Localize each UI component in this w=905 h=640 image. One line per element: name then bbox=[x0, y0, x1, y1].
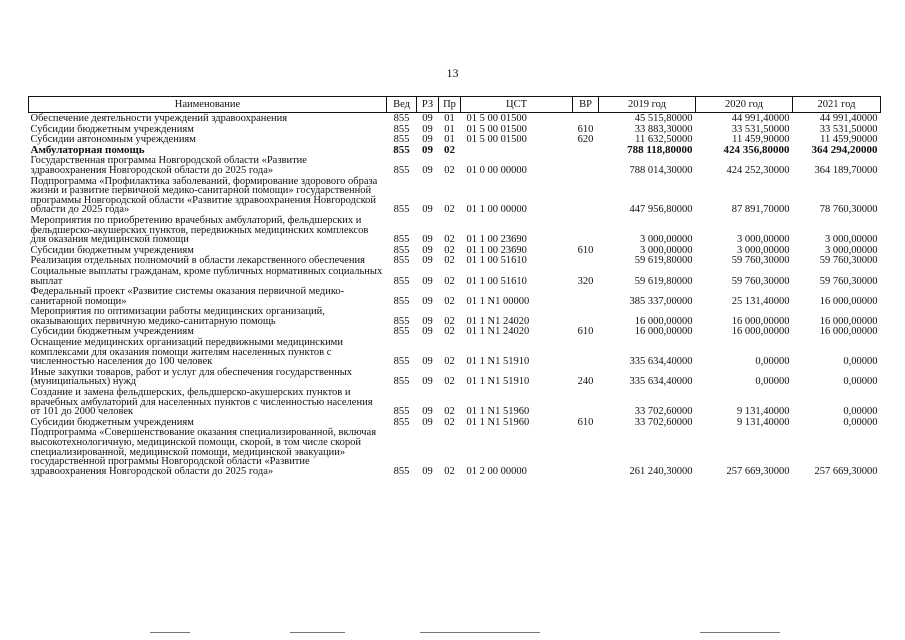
row-ved: 855 bbox=[393, 275, 410, 287]
row-name: Субсидии автономным учреждениям bbox=[30, 134, 196, 146]
row-2020: 257 669,30000 bbox=[726, 465, 790, 477]
row-2021: 257 669,30000 bbox=[814, 465, 878, 477]
row-rz: 09 bbox=[422, 326, 433, 338]
row-2021: 3 000,00000 bbox=[825, 244, 878, 256]
row-ved: 855 bbox=[393, 416, 410, 428]
header-2020: 2020 год bbox=[696, 97, 793, 113]
row-2021: 44 991,40000 bbox=[819, 113, 878, 124]
row-pr: 02 bbox=[444, 255, 455, 267]
row-ved: 855 bbox=[393, 244, 410, 256]
row-2020: 11 459,90000 bbox=[732, 134, 790, 146]
row-2019: 447 956,80000 bbox=[629, 204, 693, 216]
row-cst: 01 2 00 00000 bbox=[466, 465, 527, 477]
header-2021: 2021 год bbox=[793, 97, 881, 113]
row-ved: 855 bbox=[393, 326, 410, 338]
row-pr: 02 bbox=[444, 234, 455, 246]
row-pr: 01 bbox=[444, 134, 455, 146]
row-2021: 364 189,70000 bbox=[814, 164, 878, 176]
row-rz: 09 bbox=[422, 275, 433, 287]
row-pr: 02 bbox=[444, 275, 455, 287]
row-pr: 02 bbox=[444, 244, 455, 256]
row-vr bbox=[573, 113, 599, 124]
row-rz: 09 bbox=[422, 255, 433, 267]
table-row bbox=[29, 176, 881, 215]
row-2020: 3 000,00000 bbox=[737, 234, 790, 246]
row-vr: 610 bbox=[577, 326, 594, 338]
header-rz: РЗ bbox=[417, 97, 439, 113]
row-name: Государственная программа Новгородской области «Развитие здравоохранения Новгородской области до 2025 года» bbox=[30, 155, 307, 176]
row-pr: 02 bbox=[444, 416, 455, 428]
row-2021: 0,00000 bbox=[843, 416, 878, 428]
row-2021: 0,00000 bbox=[843, 356, 878, 368]
row-pr: 02 bbox=[444, 356, 455, 368]
row-cst: 01 0 00 00000 bbox=[466, 164, 527, 176]
table-row bbox=[29, 145, 881, 156]
row-ved: 855 bbox=[393, 356, 410, 368]
row-2020: 59 760,30000 bbox=[731, 255, 790, 267]
row-name: Амбулаторная помощь bbox=[30, 143, 145, 156]
table-header-row bbox=[29, 97, 881, 113]
row-2020: 424 252,30000 bbox=[726, 164, 790, 176]
row-2019: 45 515,80000 bbox=[634, 113, 693, 124]
row-rz: 09 bbox=[422, 134, 433, 146]
header-vr: ВР bbox=[573, 97, 599, 113]
header-name: Наименование bbox=[29, 97, 387, 113]
table-row bbox=[29, 155, 881, 175]
row-cst: 01 1 00 51610 bbox=[466, 255, 527, 267]
next-page-fragment bbox=[0, 630, 905, 640]
row-2021: 33 531,50000 bbox=[819, 123, 878, 135]
row-name: Субсидии бюджетным учреждениям bbox=[30, 326, 194, 338]
row-name: Социальные выплаты гражданам, кроме публичных нормативных социальных выплат bbox=[30, 265, 383, 287]
row-vr bbox=[573, 215, 599, 245]
row-name: Оснащение медицинских организаций передвижными медицинскими комплексами для оказания помощи жителям населенных пунктов с численностью населения до 100 человек bbox=[30, 337, 343, 368]
row-vr: 610 bbox=[577, 416, 594, 428]
row-2020: 25 131,40000 bbox=[731, 295, 790, 307]
row-2019: 59 619,80000 bbox=[634, 255, 693, 267]
table-row bbox=[29, 337, 881, 367]
row-vr bbox=[573, 176, 599, 215]
row-ved: 855 bbox=[393, 123, 410, 135]
row-2020: 9 131,40000 bbox=[737, 416, 790, 428]
table-row bbox=[29, 124, 881, 135]
row-cst: 01 1 N1 24020 bbox=[466, 315, 530, 327]
row-2019: 33 883,30000 bbox=[634, 123, 693, 135]
row-pr: 01 bbox=[444, 123, 455, 135]
row-2020: 59 760,30000 bbox=[731, 275, 790, 287]
row-rz: 09 bbox=[422, 143, 433, 156]
row-ved: 855 bbox=[393, 134, 410, 146]
row-2021: 0,00000 bbox=[843, 406, 878, 418]
row-name: Реализация отдельных полномочий в области лекарственного обеспечения bbox=[30, 255, 365, 267]
row-2019: 788 118,80000 bbox=[627, 143, 693, 156]
row-name: Подпрограмма «Совершенствование оказания специализированной, включая высокотехнологичную, медицинской помощи, скорой, в том числе скорой специализированной, медицинской помощи, медицинской эвакуации» государственной программы Новгородской области «Развитие здравоохранения Новгородской области до 2025 года» bbox=[30, 427, 377, 477]
table-row bbox=[29, 286, 881, 306]
row-2020: 424 356,80000 bbox=[723, 143, 790, 156]
row-cst: 01 1 N1 51910 bbox=[466, 376, 530, 388]
row-vr: 240 bbox=[577, 376, 594, 388]
row-cst: 01 1 00 23690 bbox=[466, 244, 527, 256]
row-2019: 3 000,00000 bbox=[640, 234, 693, 246]
row-name: Иные закупки товаров, работ и услуг для обеспечения государственных (муниципальных) нужд bbox=[30, 366, 353, 388]
row-vr: 320 bbox=[577, 275, 594, 287]
row-cst: 01 5 00 01500 bbox=[466, 113, 527, 124]
row-2019: 261 240,30000 bbox=[629, 465, 693, 477]
row-vr bbox=[573, 306, 599, 326]
row-vr: 620 bbox=[577, 134, 594, 146]
row-2019: 33 702,60000 bbox=[634, 416, 693, 428]
row-pr: 02 bbox=[444, 204, 455, 216]
table-row bbox=[29, 326, 881, 337]
row-rz: 09 bbox=[422, 465, 433, 477]
row-pr: 02 bbox=[444, 406, 455, 418]
row-name: Мероприятия по приобретению врачебных амбулаторий, фельдшерских и фельдшерско-акушерских пунктов, передвижных медицинских комплексов для оказания медицинской помощи bbox=[30, 214, 369, 246]
row-cst: 01 1 00 00000 bbox=[466, 204, 527, 216]
row-pr: 02 bbox=[444, 143, 455, 156]
row-2021: 16 000,00000 bbox=[819, 326, 878, 338]
row-cst: 01 1 N1 51910 bbox=[466, 356, 530, 368]
row-name: Федеральный проект «Развитие системы оказания первичной медико-санитарной помощи» bbox=[30, 286, 345, 307]
row-cst: 01 1 N1 51960 bbox=[466, 416, 530, 428]
row-2020: 3 000,00000 bbox=[737, 244, 790, 256]
row-rz: 09 bbox=[422, 376, 433, 388]
table-row bbox=[29, 245, 881, 256]
budget-table bbox=[28, 96, 881, 476]
header-2019: 2019 год bbox=[599, 97, 696, 113]
row-vr bbox=[573, 286, 599, 306]
row-2021: 364 294,20000 bbox=[811, 143, 878, 156]
row-ved: 855 bbox=[393, 315, 410, 327]
page-number: 13 bbox=[446, 66, 459, 80]
row-name: Субсидии бюджетным учреждениям bbox=[30, 123, 194, 135]
row-2021: 3 000,00000 bbox=[825, 234, 878, 246]
row-2019: 11 632,50000 bbox=[635, 134, 693, 146]
row-2019: 16 000,00000 bbox=[634, 326, 693, 338]
table-row bbox=[29, 367, 881, 387]
header-pr: Пр bbox=[439, 97, 461, 113]
row-ved: 855 bbox=[393, 164, 410, 176]
row-pr: 02 bbox=[444, 465, 455, 477]
row-vr bbox=[573, 427, 599, 476]
row-vr bbox=[573, 145, 599, 156]
row-2019: 59 619,80000 bbox=[634, 275, 693, 287]
row-ved: 855 bbox=[393, 204, 410, 216]
row-cst: 01 1 00 23690 bbox=[466, 234, 527, 246]
row-2020: 87 891,70000 bbox=[731, 204, 790, 216]
table-row bbox=[29, 215, 881, 245]
table-row bbox=[29, 387, 881, 417]
row-2020: 33 531,50000 bbox=[731, 123, 790, 135]
row-rz: 09 bbox=[422, 295, 433, 307]
table-row bbox=[29, 113, 881, 124]
row-2021: 59 760,30000 bbox=[819, 255, 878, 267]
row-name: Мероприятия по оптимизации работы медицинских организаций, оказывающих первичную медико-санитарную помощь bbox=[30, 306, 325, 327]
table-row bbox=[29, 417, 881, 428]
header-ved: Вед bbox=[387, 97, 417, 113]
row-pr: 02 bbox=[444, 376, 455, 388]
row-rz: 09 bbox=[422, 416, 433, 428]
row-ved: 855 bbox=[393, 234, 410, 246]
row-rz: 09 bbox=[422, 356, 433, 368]
row-rz: 09 bbox=[422, 234, 433, 246]
row-ved: 855 bbox=[393, 255, 410, 267]
row-pr: 02 bbox=[444, 295, 455, 307]
row-vr bbox=[573, 387, 599, 417]
row-ved: 855 bbox=[393, 295, 410, 307]
row-cst bbox=[461, 145, 573, 156]
table-row bbox=[29, 306, 881, 326]
row-rz: 09 bbox=[422, 406, 433, 418]
row-2021: 16 000,00000 bbox=[819, 295, 878, 307]
row-vr: 610 bbox=[577, 123, 594, 135]
row-vr bbox=[573, 337, 599, 367]
row-pr: 02 bbox=[444, 164, 455, 176]
row-2019: 33 702,60000 bbox=[634, 406, 693, 418]
row-2021: 78 760,30000 bbox=[819, 204, 878, 216]
row-name: Субсидии бюджетным учреждениям bbox=[30, 244, 194, 256]
row-2019: 385 337,00000 bbox=[629, 295, 693, 307]
row-ved: 855 bbox=[393, 143, 410, 156]
row-2021: 16 000,00000 bbox=[819, 315, 878, 327]
row-cst: 01 5 00 01500 bbox=[466, 123, 527, 135]
row-rz: 09 bbox=[422, 164, 433, 176]
row-ved: 855 bbox=[393, 113, 410, 124]
row-2021: 0,00000 bbox=[843, 376, 878, 388]
row-name: Подпрограмма «Профилактика заболеваний, формирование здорового образа жизни и развитие первичной медико-санитарной помощи» государственной программы Новгородской области «Развитие здравоохранения Новгородской области до 2025 года» bbox=[30, 175, 378, 216]
row-vr bbox=[573, 155, 599, 175]
table-body bbox=[29, 113, 881, 477]
row-ved: 855 bbox=[393, 376, 410, 388]
row-rz: 09 bbox=[422, 244, 433, 256]
header-cst: ЦСТ bbox=[461, 97, 573, 113]
row-rz: 09 bbox=[422, 123, 433, 135]
row-2021: 59 760,30000 bbox=[819, 275, 878, 287]
row-ved: 855 bbox=[393, 406, 410, 418]
row-name: Субсидии бюджетным учреждениям bbox=[30, 416, 194, 428]
row-name: Обеспечение деятельности учреждений здравоохранения bbox=[30, 113, 288, 124]
row-rz: 09 bbox=[422, 315, 433, 327]
row-cst: 01 1 00 51610 bbox=[466, 275, 527, 287]
row-pr: 01 bbox=[444, 113, 455, 124]
row-pr: 02 bbox=[444, 326, 455, 338]
row-2019: 16 000,00000 bbox=[634, 315, 693, 327]
row-cst: 01 1 N1 00000 bbox=[466, 295, 530, 307]
row-2019: 3 000,00000 bbox=[640, 244, 693, 256]
row-2020: 0,00000 bbox=[755, 376, 790, 388]
row-2020: 9 131,40000 bbox=[737, 406, 790, 418]
row-pr: 02 bbox=[444, 315, 455, 327]
row-name: Создание и замена фельдшерских, фельдшерско-акушерских пунктов и врачебных амбулаторий для населенных пунктов с численностью населения от 101 до 2000 человек bbox=[30, 387, 373, 418]
row-vr: 610 bbox=[577, 244, 594, 256]
row-vr bbox=[573, 255, 599, 266]
table-row bbox=[29, 427, 881, 476]
row-2019: 335 634,40000 bbox=[629, 376, 693, 388]
row-2020: 0,00000 bbox=[755, 356, 790, 368]
row-2019: 335 634,40000 bbox=[629, 356, 693, 368]
row-cst: 01 1 N1 51960 bbox=[466, 406, 530, 418]
row-2020: 16 000,00000 bbox=[731, 315, 790, 327]
row-2020: 16 000,00000 bbox=[731, 326, 790, 338]
row-2019: 788 014,30000 bbox=[629, 164, 693, 176]
table-row bbox=[29, 266, 881, 286]
row-2021: 11 459,90000 bbox=[820, 134, 878, 146]
row-cst: 01 1 N1 24020 bbox=[466, 326, 530, 338]
row-rz: 09 bbox=[422, 204, 433, 216]
row-2020: 44 991,40000 bbox=[731, 113, 790, 124]
table-row bbox=[29, 255, 881, 266]
row-rz: 09 bbox=[422, 113, 433, 124]
row-cst: 01 5 00 01500 bbox=[466, 134, 527, 146]
row-ved: 855 bbox=[393, 465, 410, 477]
